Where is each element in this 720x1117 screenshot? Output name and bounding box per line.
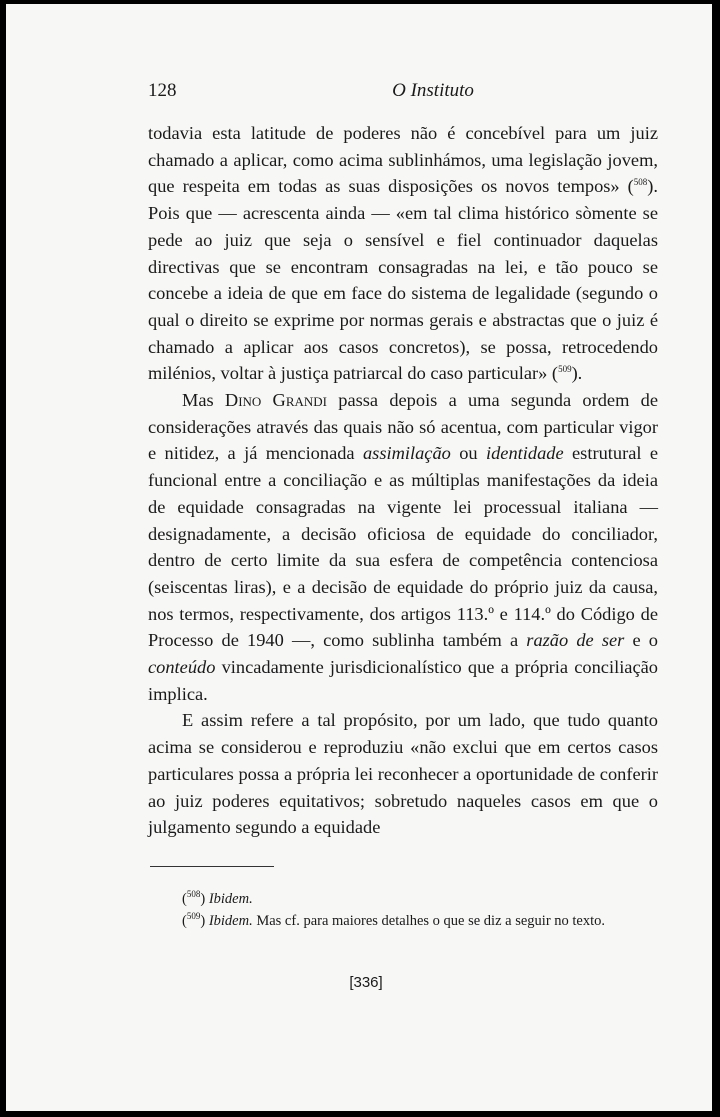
author-name: Dino Grandi xyxy=(224,390,327,411)
paragraph-1-text-cont: ). Pois que — acrescenta ainda — «em tal clima histórico sòmente se pede ao juiz que seja o sensível e fiel continuador daquelas directivas que se encontram consagradas na lei, e tão pouco se concebe a ideia de que em face do sistema de legalidade (segundo o qual o direito se exprime por normas gerais e abstractas que o juiz é chamado a aplicar aos casos concretos), se possa, retrocedendo milénios, voltar à justiça patriarcal do caso particular» ( xyxy=(148,176,658,384)
emphasis-identidade: identidade xyxy=(486,443,564,464)
footnote-ref-509: 509 xyxy=(558,364,572,375)
footnote-number: 509 xyxy=(186,911,201,922)
paragraph-2-text-b: ou xyxy=(450,443,486,464)
page-header xyxy=(148,80,658,106)
footnote-ref-text: Ibidem. xyxy=(208,891,253,907)
footnotes xyxy=(148,888,658,932)
page-number: 128 xyxy=(148,80,177,101)
emphasis-razao-de-ser: razão de ser xyxy=(526,630,625,651)
body-text xyxy=(148,120,658,841)
folio-number: [336] xyxy=(349,974,383,991)
footnote-ref-508: 508 xyxy=(633,177,648,188)
footnote-number: 508 xyxy=(186,889,201,900)
footnote-text: Mas cf. para maiores detalhes o que se diz a seguir no texto. xyxy=(252,913,606,929)
paragraph-1-end: ). xyxy=(571,363,583,384)
running-title: O Instituto xyxy=(392,80,474,101)
emphasis-assimilacao: assimilação xyxy=(362,443,451,464)
footnote-509: ($^{509}$) Ibidem. Mas cf. para maiores detalhes o que se diz a seguir no texto. xyxy=(182,911,606,929)
footnote-508: ($^{508}$) Ibidem. xyxy=(182,889,253,907)
paragraph-2-text-d: e o xyxy=(624,630,659,651)
footnote-divider xyxy=(150,866,274,867)
paragraph-2-text-e: vincadamente jurisdicionalístico que a própria conciliação implica. xyxy=(148,657,658,704)
paragraph-1 xyxy=(148,120,658,387)
paragraph-2-text-c: estrutural e funcional entre a conciliação e as múltiplas manifestações da ideia de equidade consagradas na vigente lei processual italiana — designadamente, a decisão oficiosa de equidade do conciliador, dentro de certo limite da sua esfera de competência contenciosa (seiscentas liras), e a decisão de equidade do próprio juiz da causa, nos termos, respectivamente, dos artigos 113.º e 114.º do Código de Processo de 1940 —, como sublinha também a xyxy=(148,443,659,651)
paragraph-2-start: Mas xyxy=(182,390,225,411)
footnote-ref-text: Ibidem. xyxy=(208,913,253,929)
paragraph-3: E assim refere a tal propósito, por um lado, que tudo quanto acima se considerou e reproduziu «não exclui que em certos casos particulares possa a própria lei reconhecer a oportunidade de conferir ao juiz poderes equitativos; sobretudo naqueles casos em que o julgamento segundo a equidade xyxy=(148,710,658,838)
paragraph-2-text-a: passa depois a uma segunda ordem de considerações através das quais não só acentua, com particular vigor e nitidez, a já mencionada xyxy=(148,390,658,464)
paragraph-2 xyxy=(148,387,658,707)
emphasis-conteudo: conteúdo xyxy=(148,657,216,678)
paragraph-1-text: todavia esta latitude de poderes não é concebível para um juiz chamado a aplicar, como acima sublinhámos, uma legislação jovem, que respeita em todas as suas disposições os novos tempos» ( xyxy=(148,123,658,197)
